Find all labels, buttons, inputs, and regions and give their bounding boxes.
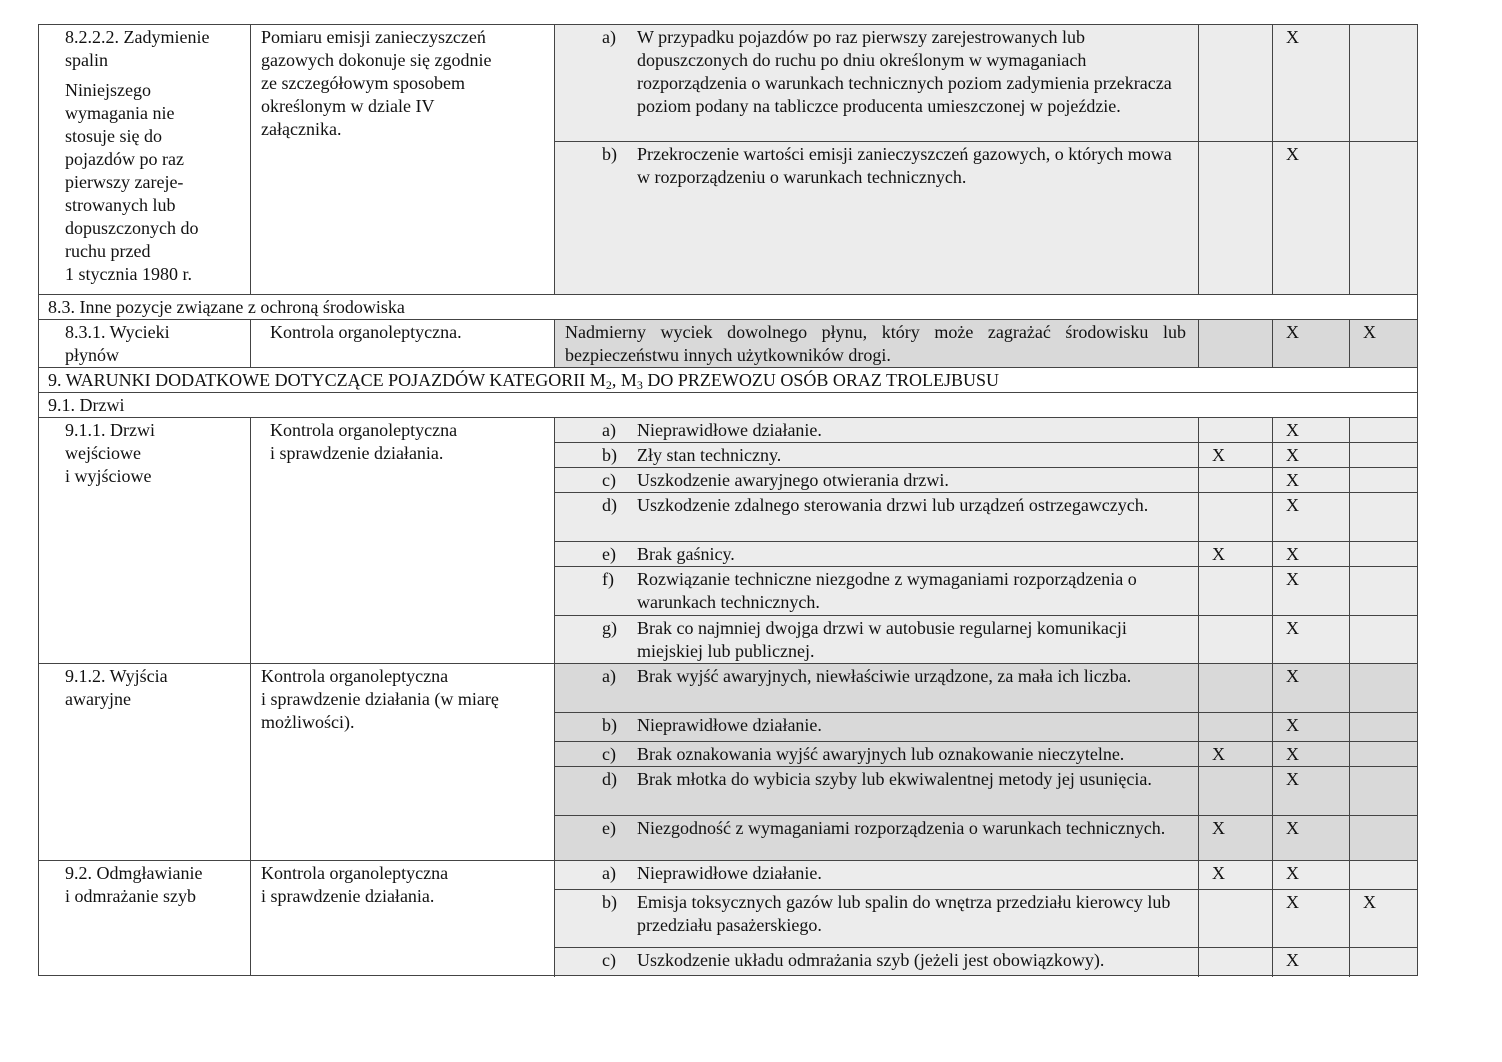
item-letter: a) xyxy=(602,666,616,686)
item-text-cell xyxy=(554,890,1198,947)
item-text: Uszkodzenie zdalnego sterowania drzwi lub urządzeń ostrzegawczych. xyxy=(637,495,1149,515)
col-cell xyxy=(1272,443,1349,467)
method-cell xyxy=(250,418,554,663)
title-part: , M xyxy=(611,370,637,390)
item-letter: g) xyxy=(602,618,617,638)
list-item xyxy=(554,615,1417,669)
item-letter: d) xyxy=(602,495,617,515)
row-method: Pomiaru emisji zanieczyszczeń gazowych dokonuje się zgodnie ze szczegółowym sposobem określonym w dziale IV załącznika. xyxy=(261,27,492,139)
item-text: Emisja toksycznych gazów lub spalin do wnętrza przedziału kierowcy lub przedziału pasażerskiego. xyxy=(637,892,1171,935)
item-letter: e) xyxy=(602,544,616,564)
section-title: 9.1. Drzwi xyxy=(48,395,125,415)
item-letter: a) xyxy=(602,27,616,47)
item-letter: c) xyxy=(602,470,616,490)
col-cell xyxy=(1272,493,1349,541)
row-9-1-1 xyxy=(39,417,1417,663)
col-cell xyxy=(1198,418,1272,442)
mark: X xyxy=(1286,818,1299,838)
item-text-cell xyxy=(554,616,1198,669)
col-cell xyxy=(1349,142,1417,295)
col-cell xyxy=(1349,948,1417,977)
item-text: Rozwiązanie techniczne niezgodne z wymaganiami rozporządzenia o warunkach technicznych. xyxy=(637,569,1137,612)
col-cell xyxy=(1349,320,1417,367)
mark: X xyxy=(1212,818,1225,838)
col-cell xyxy=(1272,25,1349,141)
mark: X xyxy=(1286,863,1299,883)
col-cell xyxy=(1272,767,1349,815)
code-cell xyxy=(39,320,250,367)
mark: X xyxy=(1286,950,1299,970)
item-letter: b) xyxy=(602,715,617,735)
item-letter: a) xyxy=(602,863,616,883)
item-letter: c) xyxy=(602,744,616,764)
col-cell xyxy=(1349,890,1417,947)
list-item xyxy=(554,25,1417,141)
item-text-cell xyxy=(554,443,1198,467)
col-cell xyxy=(1349,468,1417,492)
col-cell xyxy=(1198,948,1272,977)
list-item xyxy=(554,815,1417,864)
col-cell xyxy=(1349,767,1417,815)
mark: X xyxy=(1286,420,1299,440)
item-text-cell xyxy=(554,468,1198,492)
col-cell xyxy=(1198,443,1272,467)
method-cell xyxy=(250,861,554,975)
mark: X xyxy=(1212,544,1225,564)
list-item xyxy=(554,541,1417,566)
mark: X xyxy=(1286,618,1299,638)
mark: X xyxy=(1286,144,1299,164)
col-cell xyxy=(1198,142,1272,295)
item-text-cell xyxy=(554,542,1198,566)
item-letter: b) xyxy=(602,144,617,164)
col-cell xyxy=(1349,418,1417,442)
item-text-cell xyxy=(554,320,1198,367)
mark: X xyxy=(1286,715,1299,735)
item-text-cell xyxy=(554,713,1198,741)
item-text: Nieprawidłowe działanie. xyxy=(637,420,822,440)
title-part: 9. WARUNKI DODATKOWE DOTYCZĄCE POJAZDÓW KATEGORII M xyxy=(48,370,606,390)
item-text: Brak co najmniej dwojga drzwi w autobusie regularnej komunikacji miejskiej lub publicznej. xyxy=(637,618,1127,661)
col-cell xyxy=(1349,742,1417,766)
item-text-cell xyxy=(554,664,1198,712)
col-cell xyxy=(1198,664,1272,712)
item-text: Nieprawidłowe działanie. xyxy=(637,715,822,735)
row-code: 8.2.2.2. Zadymienie spalin xyxy=(65,27,210,70)
item-text: Brak wyjść awaryjnych, niewłaściwie urządzone, za mała ich liczba. xyxy=(637,666,1132,686)
col-cell xyxy=(1349,816,1417,864)
col-cell xyxy=(1272,142,1349,295)
code-cell xyxy=(39,418,250,663)
section-header-8-3 xyxy=(39,294,1417,319)
items-grid xyxy=(554,25,1417,294)
item-text: W przypadku pojazdów po raz pierwszy zarejestrowanych lub dopuszczonych do ruchu po dniu określonym w wymaganiach rozporządzenia o warunkach technicznych poziom zadymienia przekracza poziom podany na tabliczce producenta umieszczonej w pojeździe. xyxy=(637,27,1172,116)
row-8-2-2-2 xyxy=(39,24,1417,294)
col-cell xyxy=(1198,616,1272,669)
section-title: 8.3. Inne pozycje związane z ochroną środowiska xyxy=(48,297,405,317)
list-item xyxy=(554,418,1417,442)
item-text: Uszkodzenie układu odmrażania szyb (jeżeli jest obowiązkowy). xyxy=(637,950,1105,970)
row-method: Kontrola organoleptyczna i sprawdzenie działania (w miarę możliwości). xyxy=(261,666,499,732)
item-letter: a) xyxy=(602,420,616,440)
mark: X xyxy=(1286,470,1299,490)
item-letter: d) xyxy=(602,769,617,789)
row-code: 8.3.1. Wycieki płynów xyxy=(65,322,170,365)
mark: X xyxy=(1286,27,1299,47)
item-text-cell xyxy=(554,816,1198,864)
item-text: Zły stan techniczny. xyxy=(637,445,782,465)
item-text: Uszkodzenie awaryjnego otwierania drzwi. xyxy=(637,470,949,490)
row-method: Kontrola organoleptyczna. xyxy=(270,322,462,342)
mark: X xyxy=(1286,569,1299,589)
mark: X xyxy=(1363,892,1376,912)
list-item xyxy=(554,741,1417,766)
item-text-cell xyxy=(554,861,1198,889)
item-text-cell xyxy=(554,418,1198,442)
item-letter: e) xyxy=(602,818,616,838)
col-cell xyxy=(1272,713,1349,741)
list-item xyxy=(554,712,1417,741)
col-cell xyxy=(1349,25,1417,141)
item-letter: b) xyxy=(602,445,617,465)
mark: X xyxy=(1286,769,1299,789)
item-text-cell xyxy=(554,767,1198,815)
method-cell xyxy=(250,664,554,860)
item-letter: c) xyxy=(602,950,616,970)
mark: X xyxy=(1286,495,1299,515)
item-text-cell xyxy=(554,142,1198,295)
col-cell xyxy=(1198,861,1272,889)
item-letter: f) xyxy=(602,569,614,589)
mark: X xyxy=(1286,892,1299,912)
mark: X xyxy=(1212,744,1225,764)
item-letter: b) xyxy=(602,892,617,912)
row-method: Kontrola organoleptyczna i sprawdzenie działania. xyxy=(261,863,449,906)
mark: X xyxy=(1286,666,1299,686)
col-cell xyxy=(1272,418,1349,442)
col-cell xyxy=(1198,25,1272,141)
title-subscript: 3 xyxy=(636,378,643,392)
col-cell xyxy=(1349,542,1417,566)
row-method: Kontrola organoleptyczna i sprawdzenie działania. xyxy=(270,420,458,463)
col-cell xyxy=(1349,664,1417,712)
mark: X xyxy=(1286,322,1299,342)
item-text-cell xyxy=(554,25,1198,141)
item-text: Niezgodność z wymaganiami rozporządzenia o warunkach technicznych. xyxy=(637,818,1166,838)
title-subscript: 2 xyxy=(605,378,612,392)
col-cell xyxy=(1349,493,1417,541)
list-item xyxy=(554,766,1417,815)
section-header-9 xyxy=(39,367,1417,392)
col-cell xyxy=(1198,742,1272,766)
col-cell xyxy=(1198,816,1272,864)
col-cell xyxy=(1272,616,1349,669)
col-cell xyxy=(1198,320,1272,367)
row-code: 9.1.2. Wyjścia awaryjne xyxy=(65,666,168,709)
row-8-3-1 xyxy=(39,319,1417,367)
section-title xyxy=(39,368,1417,392)
mark: X xyxy=(1286,544,1299,564)
code-cell xyxy=(39,861,250,975)
col-cell xyxy=(1272,816,1349,864)
col-cell xyxy=(1198,890,1272,947)
col-cell xyxy=(1272,742,1349,766)
item-text-cell xyxy=(554,493,1198,541)
mark: X xyxy=(1212,863,1225,883)
col-cell xyxy=(1272,948,1349,977)
list-item xyxy=(554,492,1417,541)
item-text: Przekroczenie wartości emisji zanieczyszczeń gazowych, o których mowa w rozporządzeniu o warunkach technicznych. xyxy=(637,144,1172,187)
list-item xyxy=(554,467,1417,492)
method-cell xyxy=(250,320,554,367)
item-text-cell xyxy=(554,567,1198,615)
item-text-cell xyxy=(554,742,1198,766)
col-cell xyxy=(1198,468,1272,492)
col-cell xyxy=(1198,567,1272,615)
col-cell xyxy=(1272,320,1349,367)
method-cell xyxy=(250,25,554,294)
col-cell xyxy=(1272,567,1349,615)
mark: X xyxy=(1286,445,1299,465)
mark: X xyxy=(1363,322,1376,342)
item-text: Brak gaśnicy. xyxy=(637,544,735,564)
col-cell xyxy=(1272,890,1349,947)
col-cell xyxy=(1349,567,1417,615)
list-item xyxy=(554,442,1417,467)
col-cell xyxy=(1198,713,1272,741)
mark: X xyxy=(1286,744,1299,764)
col-cell xyxy=(1272,542,1349,566)
item-text: Brak oznakowania wyjść awaryjnych lub oznakowanie nieczytelne. xyxy=(637,744,1125,764)
item-text: Brak młotka do wybicia szyby lub ekwiwalentnej metody jej usunięcia. xyxy=(637,769,1152,789)
col-cell xyxy=(1349,713,1417,741)
row-9-2 xyxy=(39,860,1417,976)
col-cell xyxy=(1198,493,1272,541)
list-item xyxy=(554,664,1417,712)
title-part: DO PRZEWOZU OSÓB ORAZ TROLEJBUSU xyxy=(642,370,1000,390)
item-text-cell xyxy=(554,948,1198,977)
col-cell xyxy=(1349,443,1417,467)
mark: X xyxy=(1212,445,1225,465)
col-cell xyxy=(1349,616,1417,669)
row-9-1-2 xyxy=(39,663,1417,860)
list-item xyxy=(554,566,1417,615)
items-grid xyxy=(554,861,1417,975)
item-text: Nieprawidłowe działanie. xyxy=(637,863,822,883)
row-code: 9.2. Odmgławianie i odmrażanie szyb xyxy=(65,863,203,906)
col-cell xyxy=(1198,542,1272,566)
row-code: 9.1.1. Drzwi wejściowe i wyjściowe xyxy=(65,420,155,486)
list-item xyxy=(554,861,1417,889)
col-cell xyxy=(1349,861,1417,889)
col-cell xyxy=(1272,468,1349,492)
col-cell xyxy=(1272,861,1349,889)
code-cell xyxy=(39,664,250,860)
list-item xyxy=(554,947,1417,977)
item-text: Nadmierny wyciek dowolnego płynu, który może zagrażać środowisku lub bezpieczeństwu innych użytkowników drogi. xyxy=(565,322,1186,365)
col-cell xyxy=(1198,767,1272,815)
section-header-9-1 xyxy=(39,392,1417,417)
items-grid xyxy=(554,664,1417,860)
inspection-table xyxy=(38,24,1418,976)
list-item xyxy=(554,889,1417,947)
list-item xyxy=(554,141,1417,295)
code-cell xyxy=(39,25,250,294)
col-cell xyxy=(1272,664,1349,712)
items-grid xyxy=(554,418,1417,663)
row-note: Niniejszego wymagania nie stosuje się do pojazdów po raz pierwszy zareje- strowanych lub dopuszczonych do ruchu przed 1 stycznia 1980 r. xyxy=(65,80,199,284)
